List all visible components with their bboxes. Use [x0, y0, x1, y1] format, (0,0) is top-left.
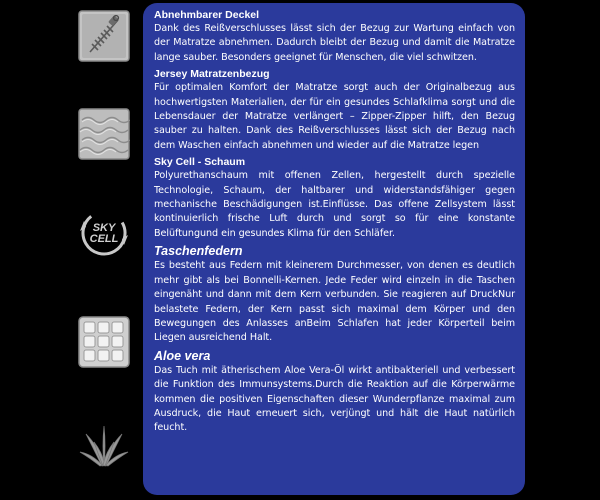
zipper-icon: [78, 10, 130, 62]
section-title: Abnehmbarer Deckel: [154, 9, 260, 21]
pocket-springs-icon: [78, 316, 130, 368]
section-taschenfedern: [154, 244, 515, 345]
section-sky-cell-schaum: [154, 156, 515, 241]
features-panel: [143, 3, 525, 495]
section-body: Es besteht aus Federn mit kleinerem Durchmesser, von denen es deutlich mehr gibt als bei Bonnelli-Kernen. Jede Feder wird einzeln in die Taschen eingenäht und dann mit dem Kern verbunden. Sie reagieren auf DruckNur belastete Federn, der Kern passt sich maximal dem Körper und den Bewegungen des Anlasses anBeim Schlafen hat jeder Körperteil beim Liegen ausreichend Halt.: [154, 260, 515, 344]
section-body: Dank des Reißverschlusses lässt sich der Bezug zur Wartung einfach von der Matratze abnehmen. Dadurch bleibt der Bezug und damit die Matratze lange sauber. Besonders geeignet für Menschen, die viel schwitzen.: [154, 23, 515, 63]
sky-cell-icon: [78, 207, 130, 259]
section-aloe-vera: [154, 349, 515, 436]
section-body: Das Tuch mit ätherischem Aloe Vera-Öl wirkt antibakteriell und verbessert die Funktion des Immunsystems.Durch die Reaktion auf die Körperwärme kommen die positiven Eigenschaften dieser Wunderpflanze maximal zum Ausdruck, die Haut erneuert sich, verjüngt und hält die Haut natürlich feucht.: [154, 364, 515, 434]
sky-cell-label-1: SKY: [92, 222, 116, 234]
section-abnehmbarer-deckel: [154, 9, 515, 65]
sky-cell-label-2: CELL: [89, 233, 119, 245]
section-title: Sky Cell - Schaum: [154, 156, 246, 169]
icon-column: [0, 0, 150, 500]
section-body: Für optimalen Komfort der Matratze sorgt auch der Originalbezug aus hochwertigsten Materialien, der für ein gesundes Schlafklima sorgt und die Lebensdauer der Matratze verlängert – Zipper-Zipper hilft, den Bezug sauber zu halten. Dank des Reißverschlusses lässt sich der Bezug nach dem Waschen einfach abnehmen und wieder auf die Matratze legen: [154, 82, 515, 151]
section-body: Polyurethanschaum mit offenen Zellen, hergestellt durch spezielle Technologie, Schaum, der haltbarer und widerstandsfähiger gegen mechanische Beschädigungen ist.Einflüsse. Das offene Zellsystem lässt kontinuierlich frische Luft durch und sorgt so für eine konstante Belüftungund ein gesundes Klima für den Schläfer.: [154, 170, 515, 239]
section-title: Taschenfedern: [154, 244, 243, 259]
aloe-vera-icon: [78, 420, 130, 472]
section-title: Aloe vera: [154, 348, 211, 363]
section-title: Jersey Matratzenbezug: [154, 68, 270, 81]
section-jersey-matratzenbezug: [154, 68, 515, 153]
jersey-fabric-icon: [78, 108, 130, 160]
